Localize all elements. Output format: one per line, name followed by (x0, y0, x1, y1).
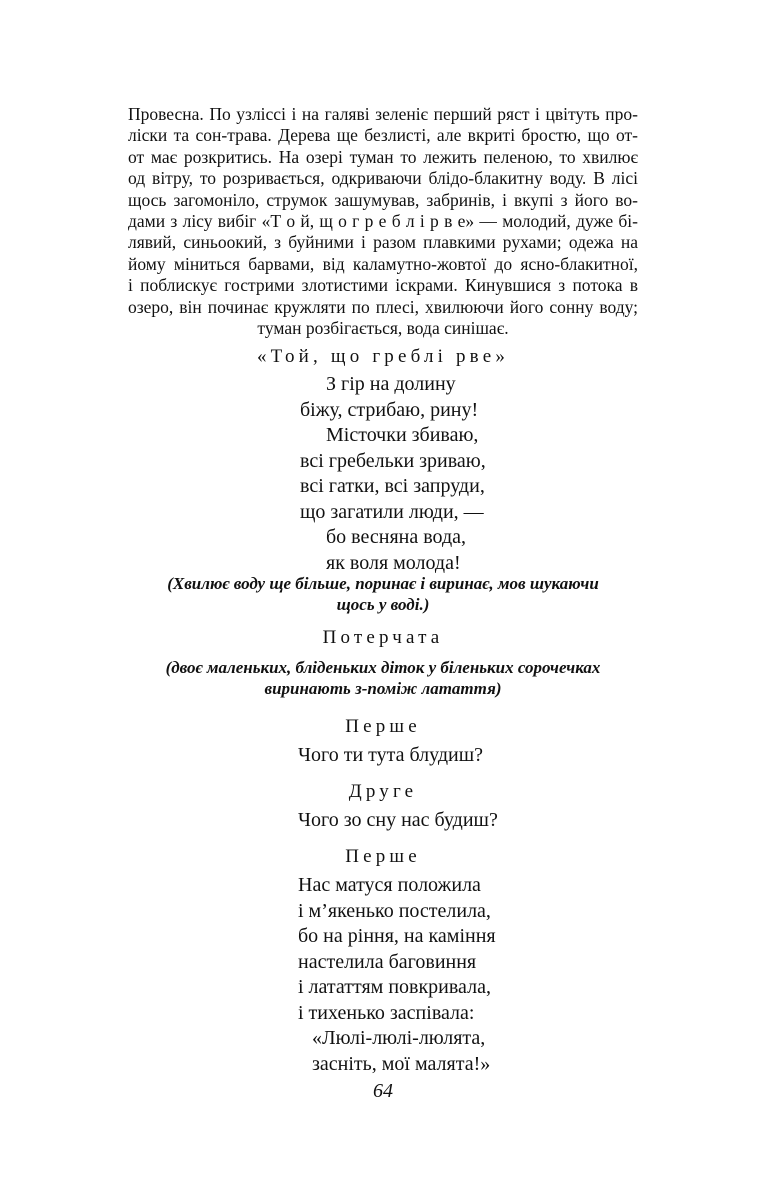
stage-direction (128, 573, 638, 615)
verse-block (298, 873, 496, 1077)
prose-line: Провесна. По узліссі і на галяві зеленіє перший ряст і цвітуть про- (128, 104, 638, 124)
verse-line: Нас матуся положила (298, 874, 481, 896)
verse-line: «Люлі-люлі-люлята, (312, 1027, 486, 1049)
stage-direction-prose (128, 104, 638, 339)
verse-block (300, 372, 486, 576)
verse-line: засніть, мої малята!» (312, 1052, 491, 1075)
prose-line: щось загомоніло, струмок зашумував, забринів, і вкупі з його во- (128, 189, 638, 210)
verse-line: і лататтям повкривала, (298, 976, 491, 998)
prose-line: от має розкритись. На озері туман то лежить пеленою, то хвилює (128, 146, 638, 167)
prose-line: йому міниться барвами, від каламутно-жовтої до ясно-блакитної, (128, 253, 638, 274)
verse-line: З гір на долину (326, 373, 456, 395)
verse-line: і м’якенько постелила, (298, 899, 491, 922)
speaker-name-pershe: Перше (345, 846, 421, 867)
speaker-name-tot-shcho-hrebli-rve: «Той, що греблі рве» (256, 346, 510, 367)
page-number: 64 (373, 1080, 393, 1102)
verse-line: Місточки збиваю, (326, 424, 479, 446)
verse-line: всі гатки, всі запруди, (300, 475, 485, 497)
verse-line: Чого ти тута блудиш? (298, 744, 484, 766)
prose-line: туман розбігається, вода синішає. (257, 318, 509, 339)
stage-direction-line: щось у воді.) (336, 595, 430, 614)
verse-line: як воля молода! (326, 551, 461, 574)
prose-line: од вітру, то розривається, одкриваючи блідо-блакитну воду. В лісі (128, 168, 638, 189)
verse-line: бо на ріння, на каміння (298, 925, 496, 947)
verse-line: бо весняна вода, (326, 526, 467, 548)
verse-line: що загатили люди, — (300, 500, 484, 523)
prose-line: лявий, синьоокий, з буйними і разом плавкими рухами; одежа на (128, 232, 638, 253)
verse-line: всі гребельки зриваю, (300, 449, 486, 472)
verse-line: і тихенько заспівала: (298, 1001, 475, 1024)
prose-line: озеро, він починає кружляти по плесі, хвилюючи його сонну воду; (128, 296, 638, 317)
speaker-name-poterchata: Потерчата (322, 627, 444, 648)
verse-line: біжу, стрибаю, рину! (300, 398, 479, 421)
prose-line: дами з лісу вибіг «Т о й, щ о г р е б л і р в е» — молодий, дуже бі- (128, 211, 638, 232)
speaker-name-pershe: Перше (345, 716, 421, 737)
speaker-name-druhe: Друге (348, 781, 418, 802)
verse-line: настелила баговиння (298, 950, 477, 973)
stage-direction (128, 657, 638, 699)
verse-line: Чого зо сну нас будиш? (298, 809, 498, 831)
prose-line: ліски та сон-трава. Дерева ще безлисті, але вкриті бростю, що от- (128, 125, 638, 146)
stage-direction-line: (двоє маленьких, бліденьких діток у біленьких сорочечках (165, 658, 601, 677)
stage-direction-line: виринають з-поміж латаття) (264, 679, 502, 698)
stage-direction-line: (Хвилює воду ще більше, поринає і виринає, мов шукаючи (167, 574, 599, 593)
prose-line: і поблискує гострими злотистими іскрами. Кинувшися з потока в (128, 275, 638, 296)
